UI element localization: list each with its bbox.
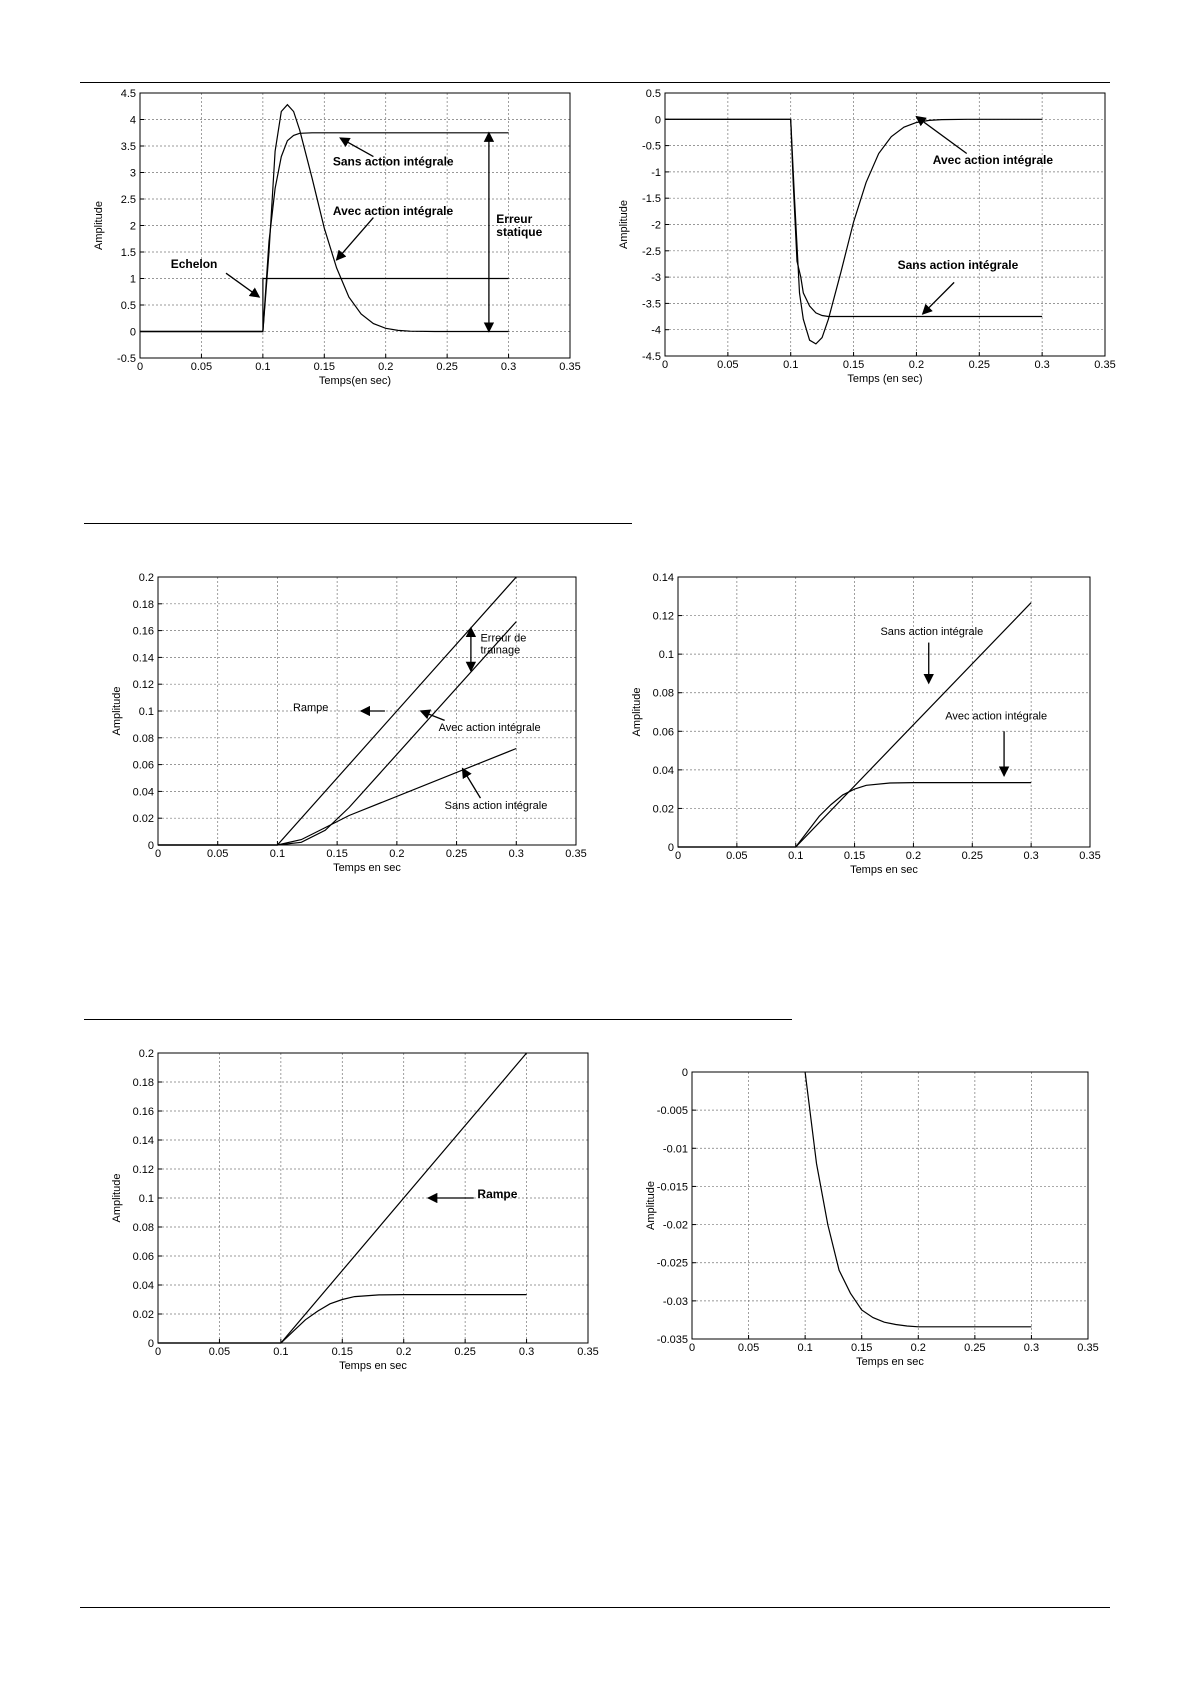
annotation-label: Sans action intégrale: [444, 799, 548, 812]
y-tick-label: -0.03: [662, 1295, 688, 1308]
x-axis-label: Temps en sec: [339, 1360, 407, 1372]
x-tick-label: 0.1: [273, 1346, 289, 1358]
x-tick-label: 0.25: [445, 848, 468, 860]
x-tick-label: 0.3: [1023, 850, 1039, 862]
x-tick-label: 0.25: [964, 1342, 986, 1354]
x-tick-label: 0.3: [518, 1346, 535, 1358]
y-tick-label: 0.18: [132, 1077, 154, 1089]
y-tick-label: 3.5: [120, 141, 136, 153]
x-tick-label: 0.15: [843, 850, 866, 862]
y-tick-label: 1.5: [120, 247, 136, 259]
bottom-rule: [80, 1607, 1110, 1608]
y-tick-label: 3: [129, 167, 136, 180]
y-tick-label: 0.06: [652, 726, 674, 739]
x-tick-label: 0.05: [208, 1346, 231, 1358]
x-tick-label: 0.3: [500, 361, 517, 373]
y-tick-label: -1.5: [642, 193, 661, 206]
y-tick-label: 0.06: [132, 1251, 154, 1263]
x-axis-label: Temps en sec: [856, 1356, 924, 1368]
y-tick-label: -0.005: [656, 1105, 688, 1118]
grid: [158, 1053, 588, 1343]
y-tick-label: 0.12: [652, 610, 674, 623]
x-tick-label: 0.25: [961, 850, 983, 862]
annotation-label: Erreur de: [480, 632, 527, 645]
x-axis-label: Temps en sec: [850, 864, 918, 876]
y-tick-label: -0.025: [656, 1257, 688, 1270]
x-tick-label: 0.2: [396, 1346, 412, 1358]
x-tick-label: 0.3: [508, 848, 524, 860]
y-tick-label: 0.12: [132, 679, 154, 692]
y-tick-label: 1: [129, 273, 136, 286]
y-tick-label: 0: [681, 1067, 688, 1079]
x-tick-label: 0.1: [783, 359, 799, 371]
annotation-label: Rampe: [292, 702, 329, 714]
x-tick-label: 0.35: [559, 361, 581, 373]
y-tick-label: -3.5: [642, 298, 661, 311]
y-tick-label: 0: [129, 326, 136, 339]
y-tick-label: 0.08: [132, 732, 154, 745]
y-tick-label: 0.12: [132, 1164, 154, 1176]
y-tick-label: 0.02: [132, 813, 154, 826]
y-tick-label: 0: [667, 842, 674, 854]
y-tick-label: -0.035: [656, 1334, 688, 1346]
y-tick-label: -4.5: [642, 351, 661, 363]
x-tick-label: 0.35: [1079, 850, 1101, 862]
x-tick-label: 0.25: [436, 361, 458, 373]
y-tick-label: 2.5: [120, 194, 136, 206]
y-tick-label: 0.14: [132, 1135, 154, 1147]
x-tick-label: 0.35: [1094, 359, 1116, 371]
y-tick-label: 0: [147, 840, 154, 852]
y-tick-label: 0.08: [132, 1222, 154, 1234]
annotation-arrow: [421, 711, 445, 720]
x-tick-label: 0.15: [842, 359, 865, 371]
x-tick-label: 0.3: [1034, 359, 1050, 371]
x-tick-label: 0: [154, 848, 162, 860]
y-tick-label: 0.14: [652, 572, 674, 584]
chart-ramp-error-2: [640, 1062, 1100, 1378]
x-axis-label: Temps (en sec): [847, 373, 923, 385]
y-tick-label: 4.5: [120, 88, 136, 100]
y-tick-label: -0.01: [662, 1143, 688, 1156]
x-tick-label: 0.2: [908, 359, 925, 371]
annotation-label: Avec action intégrale: [932, 153, 1054, 168]
grid: [692, 1072, 1088, 1339]
chart-step-error-response: [90, 88, 590, 418]
y-tick-label: 0.08: [652, 687, 674, 700]
section-rule-3: [84, 1019, 792, 1020]
annotation-label: trainage: [480, 644, 521, 657]
y-tick-label: 0.1: [138, 1193, 154, 1205]
y-tick-label: 0.18: [132, 598, 154, 611]
x-tick-label: 0.25: [968, 359, 990, 371]
annotation-arrow: [916, 117, 966, 154]
y-tick-label: 0.5: [120, 300, 136, 312]
chart-ramp-response: [110, 572, 600, 882]
chart-ramp-error-signal: [630, 572, 1100, 882]
x-tick-label: 0.15: [851, 1342, 873, 1354]
y-tick-label: 0.2: [138, 1048, 154, 1060]
annotation-label: statique: [496, 225, 543, 240]
plot-frame: [692, 1072, 1088, 1339]
x-tick-label: 0.35: [565, 848, 587, 860]
chart-step-error-signal: [610, 88, 1120, 418]
chart-ramp-response-2: [110, 1048, 600, 1378]
y-tick-label: -0.02: [662, 1219, 688, 1232]
x-tick-label: 0.05: [190, 361, 213, 373]
y-tick-label: -0.5: [642, 140, 661, 153]
x-axis-label: Temps(en sec): [318, 375, 392, 387]
annotation-arrow: [226, 273, 259, 297]
y-axis-label: Amplitude: [111, 686, 123, 736]
x-tick-label: 0.3: [1023, 1342, 1040, 1354]
y-tick-label: 0: [654, 114, 661, 127]
x-tick-label: 0.05: [737, 1342, 760, 1354]
x-tick-label: 0: [661, 359, 669, 371]
y-tick-label: 0.2: [138, 572, 154, 584]
y-axis-label: Amplitude: [645, 1181, 657, 1230]
x-tick-label: 0.2: [905, 850, 922, 862]
y-axis-label: Amplitude: [631, 687, 643, 737]
y-tick-label: 0.16: [132, 625, 154, 638]
y-tick-label: 0: [147, 1338, 154, 1350]
annotation-arrow: [923, 282, 954, 314]
annotation-label: Erreur: [496, 211, 533, 226]
x-tick-label: 0.05: [717, 359, 739, 371]
y-tick-label: 0.1: [658, 649, 674, 662]
x-tick-label: 0.1: [269, 848, 286, 860]
x-tick-label: 0: [154, 1346, 162, 1358]
x-tick-label: 0.35: [1077, 1342, 1099, 1354]
x-tick-label: 0.15: [326, 848, 348, 860]
y-axis-label: Amplitude: [111, 1173, 123, 1223]
y-tick-label: -2: [651, 219, 661, 232]
x-tick-label: 0.1: [255, 361, 271, 373]
y-tick-label: 4: [129, 114, 136, 127]
x-tick-label: 0.05: [207, 848, 229, 860]
y-tick-label: 0.06: [132, 759, 154, 772]
top-rule: [80, 82, 1110, 83]
x-axis-label: Temps en sec: [333, 862, 401, 874]
y-tick-label: 0.14: [132, 652, 154, 665]
x-tick-label: 0: [688, 1342, 696, 1354]
y-tick-label: -2.5: [642, 245, 661, 258]
y-tick-label: 0.02: [132, 1309, 154, 1321]
section-rule-2: [84, 523, 632, 524]
x-tick-label: 0: [136, 361, 144, 373]
y-tick-label: -4: [651, 324, 661, 337]
annotation-label: Avec action intégrale: [332, 203, 454, 218]
annotation-label: Sans action intégrale: [897, 258, 1019, 273]
y-tick-label: 0.04: [132, 786, 154, 799]
x-tick-label: 0.2: [389, 848, 405, 860]
y-tick-label: 0.02: [652, 803, 674, 816]
x-tick-label: 0.1: [788, 850, 804, 862]
x-tick-label: 0: [674, 850, 682, 862]
y-tick-label: -0.5: [117, 353, 136, 365]
y-tick-label: 0.1: [138, 706, 154, 718]
annotation-label: Echelon: [170, 256, 218, 271]
x-tick-label: 0.25: [454, 1346, 476, 1358]
y-tick-label: -0.015: [656, 1181, 688, 1194]
x-tick-label: 0.05: [726, 850, 748, 862]
annotation-arrow: [463, 769, 481, 798]
x-tick-label: 0.35: [577, 1346, 599, 1358]
y-tick-label: 0.5: [645, 88, 661, 100]
y-tick-label: -3: [651, 272, 661, 285]
annotation-label: Rampe: [477, 1187, 518, 1201]
y-axis-label: Amplitude: [618, 200, 630, 249]
annotation-label: Avec action intégrale: [438, 722, 541, 735]
annotation-arrow: [337, 218, 374, 260]
y-tick-label: 0.16: [132, 1106, 154, 1118]
x-tick-label: 0.2: [378, 361, 394, 373]
x-tick-label: 0.2: [910, 1342, 926, 1354]
annotation-label: Sans action intégrale: [880, 625, 984, 638]
x-tick-label: 0.15: [313, 361, 335, 373]
annotation-label: Sans action intégrale: [332, 154, 454, 169]
annotation-label: Avec action intégrale: [945, 710, 1048, 723]
y-tick-label: 0.04: [132, 1280, 154, 1292]
y-axis-label: Amplitude: [93, 201, 105, 250]
y-tick-label: -1: [651, 166, 661, 179]
x-tick-label: 0.1: [797, 1342, 813, 1354]
y-tick-label: 2: [129, 220, 136, 233]
x-tick-label: 0.15: [331, 1346, 353, 1358]
y-tick-label: 0.04: [652, 764, 674, 777]
